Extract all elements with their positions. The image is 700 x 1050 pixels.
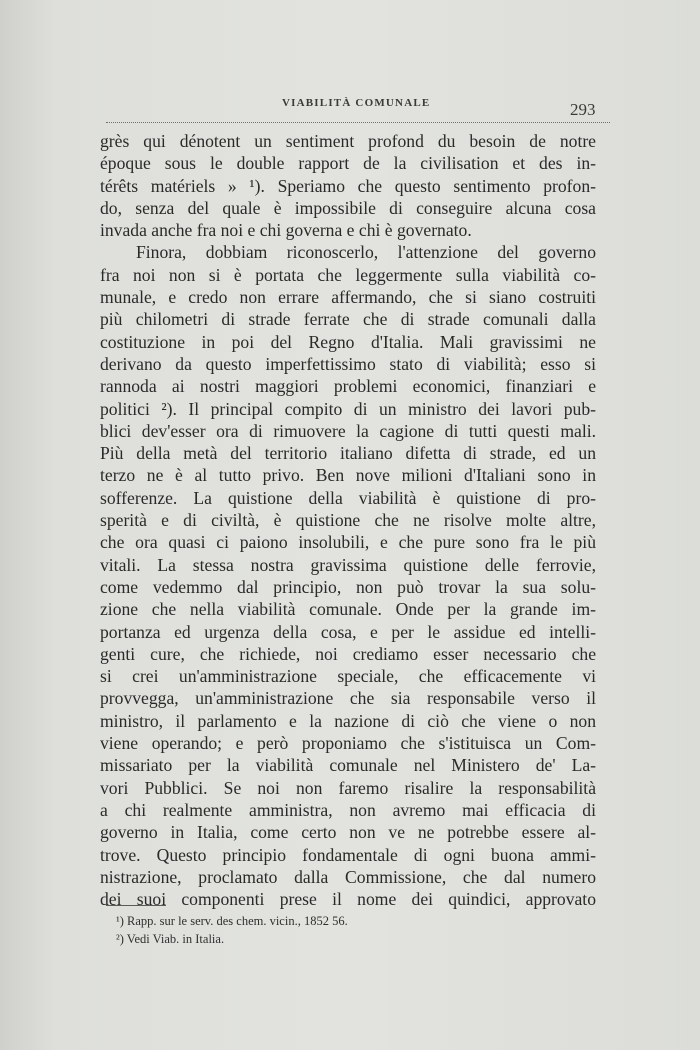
- text-line: trove. Questo principio fondamentale di ogni buona ammi-: [100, 844, 596, 865]
- text-line: blici dev'esser ora di rimuovere la cagione di tutti questi mali.: [100, 420, 596, 441]
- text-line: sperità e di civiltà, è quistione che ne risolve molte altre,: [100, 510, 596, 531]
- header-rule: [106, 122, 610, 123]
- text-line: dei suoi componenti prese il nome dei quindici, approvato: [100, 889, 596, 910]
- text-line: grès qui dénotent un sentiment profond du besoin de notre: [100, 131, 596, 151]
- text-line: fra noi non si è portata che leggermente sulla viabilità co-: [100, 264, 596, 285]
- text-line: rannoda ai nostri maggiori problemi economici, finanziari e: [100, 376, 596, 397]
- text-line: missariato per la viabilità comunale nel Ministero de' La-: [100, 755, 596, 776]
- text-line: costituzione in poi del Regno d'Italia. Mali gravissimi ne: [100, 331, 596, 352]
- text-line: sofferenze. La quistione della viabilità è quistione di pro-: [100, 487, 596, 508]
- text-line: vori Pubblici. Se noi non faremo risalire la responsabilità: [100, 777, 596, 798]
- footnote-1: ¹) Rapp. sur le serv. des chem. vicin., 1852 56.: [116, 914, 348, 928]
- text-line: invada anche fra noi e chi governa e chi è governato.: [100, 220, 472, 241]
- text-line: a chi realmente amministra, non avremo mai efficacia di: [100, 799, 596, 820]
- text-line: genti cure, che richiede, noi crediamo esser necessario che: [100, 643, 596, 664]
- footnote-rule: [106, 905, 166, 906]
- footnotes: [116, 912, 536, 948]
- text-line: térêts matériels » ¹). Speriamo che questo sentimento profon-: [100, 175, 596, 196]
- text-line: Più della metà del territorio italiano difetta di strade, ed un: [100, 443, 596, 464]
- text-line: politici ²). Il principal compito di un ministro dei lavori pub-: [100, 398, 596, 419]
- text-line: ministro, il parlamento e la nazione di ciò che viene o non: [100, 710, 596, 731]
- text-line: si crei un'amministrazione speciale, che efficacemente vi: [100, 666, 596, 687]
- text-line: nistrazione, proclamato dalla Commissione, che dal numero: [100, 866, 596, 887]
- text-line: époque sous le double rapport de la civilisation et des in-: [100, 153, 596, 174]
- text-line: come vedemmo dal principio, non può trovar la sua solu-: [100, 576, 596, 597]
- text-line: derivano da questo imperfettissimo stato di viabilità; esso si: [100, 353, 596, 374]
- text-line: do, senza del quale è impossibile di conseguire alcuna cosa: [100, 197, 596, 218]
- text-line: provvegga, un'amministrazione che sia responsabile verso il: [100, 688, 596, 709]
- text-line: più chilometri di strade ferrate che di strade comunali dalla: [100, 309, 596, 330]
- body-text: [100, 130, 596, 910]
- text-line: Finora, dobbiam riconoscerlo, l'attenzione del governo: [136, 242, 596, 263]
- text-line: vitali. La stessa nostra gravissima quistione delle ferrovie,: [100, 554, 596, 575]
- footnote-2: ²) Vedi Viab. in Italia.: [116, 932, 225, 946]
- text-line: munale, e credo non errare affermando, che si siano costruiti: [100, 287, 596, 308]
- text-line: terzo ne è al tutto privo. Ben nove milioni d'Italiani sono in: [100, 465, 596, 486]
- text-line: che ora quasi ci paiono insolubili, e che pure sono fra le più: [100, 532, 596, 553]
- text-line: zione che nella viabilità comunale. Onde per la grande im-: [100, 599, 596, 620]
- page-number: 293: [570, 100, 596, 119]
- text-line: portanza ed urgenza della cosa, e per le assidue ed intelli-: [100, 621, 596, 642]
- text-line: viene operando; e però proponiamo che s'istituisca un Com-: [100, 733, 596, 754]
- text-line: governo in Italia, come certo non ve ne potrebbe essere al-: [100, 822, 596, 843]
- running-head: VIABILITÀ COMUNALE: [282, 97, 431, 109]
